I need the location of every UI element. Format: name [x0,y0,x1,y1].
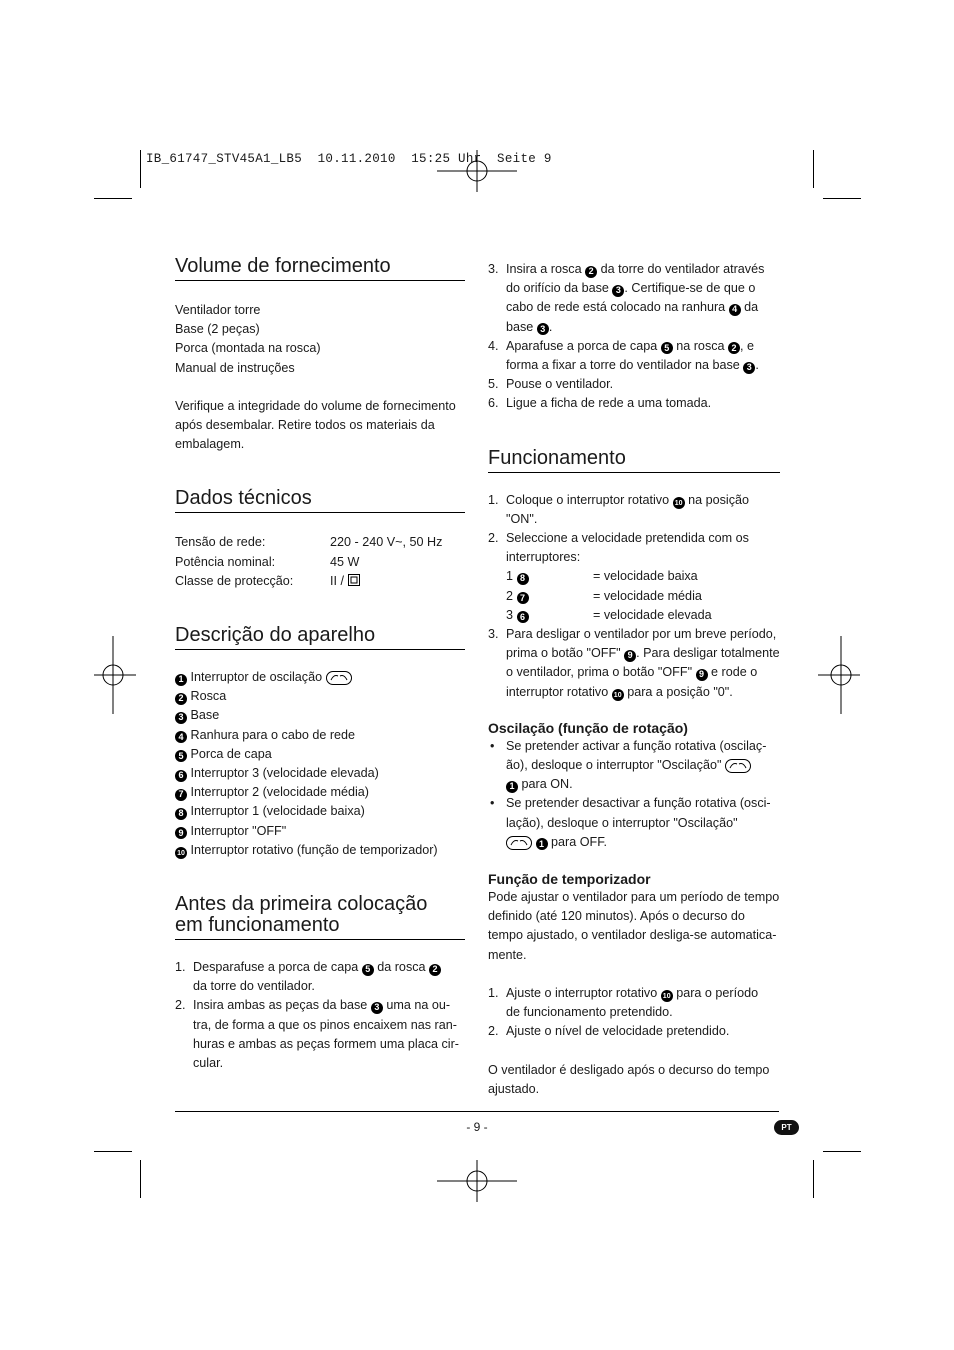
part-item: 7 Interruptor 2 (velocidade média) [175,783,465,802]
step-item: 1. Ajuste o interruptor rotativo 10 para o período de funcionamento pretendido. [488,985,759,1020]
bullet-item: • Se pretender desactivar a função rotativa (osci- lação), desloque o interruptor "Oscilação" 1 para OFF. [488,794,780,852]
oscillation-icon [725,759,751,773]
timer-outro: O ventilador é desligado após o decurso do tempo ajustado. [488,1062,770,1096]
speed-row: 3 6 = velocidade elevada [506,607,712,622]
spec-row: Classe de protecção: II / [175,572,465,591]
step-item: 5. Pouse o ventilador. [488,377,614,392]
part-item: 6 Interruptor 3 (velocidade elevada) [175,764,465,783]
operation-title: Funcionamento [488,448,780,473]
part-item: 10 Interruptor rotativo (função de temporizador) [175,841,465,860]
language-badge: PT [774,1120,799,1135]
part-item: 4 Ranhura para o cabo de rede [175,726,465,745]
bullet-item: • Se pretender activar a função rotativa (oscilaç- ão), desloque o interruptor "Oscilação" 1 para ON. [488,737,780,795]
part-item: 1 Interruptor de oscilação [175,668,465,687]
section-operation [488,448,780,702]
section-oscillation [488,719,780,852]
step-item: 3. Insira a rosca 2 da torre do ventilador através do orifício da base 3 . Certifique-se de que o cabo de rede está colocado na ranhura 4 da base 3 . [488,262,765,334]
step-item: 2. Insira ambas as peças da base 3 uma na ou- tra, de forma a que os pinos encaixem nas ran- huras e ambas as peças formem uma placa cir- cular. [175,998,459,1071]
step-item: 4. Aparafuse a porca de capa 5 na rosca 2 , e forma a fixar a torre do ventilador na base 3 . [488,338,759,373]
part-item: 9 Interruptor "OFF" [175,822,465,841]
part-item: 5 Porca de capa [175,745,465,764]
volume-note: Verifique a integridade do volume de fornecimento após desembalar. Retire todos os materiais da embalagem. [175,398,456,452]
registration-mark-top [437,150,517,192]
description-title: Descrição do aparelho [175,625,465,650]
step-item: 1. Coloque o interruptor rotativo 10 na posição "ON". [488,492,750,526]
timer-intro: Pode ajustar o ventilador para um período de tempo definido (até 120 minutos). Após o decurso do tempo ajustado, o ventilador desliga-se automatica- mente. [488,890,780,962]
protection-class-icon [348,574,360,586]
tech-title: Dados técnicos [175,488,465,513]
registration-mark-bottom [437,1160,517,1202]
volume-item: Base (2 peças) [175,322,260,337]
volume-item: Porca (montada na rosca) [175,341,321,356]
volume-item: Ventilador torre [175,303,261,317]
section-description [175,625,465,860]
oscillation-icon [326,671,352,685]
spec-row: Tensão de rede: 220 - 240 V~, 50 Hz [175,535,443,550]
footer-rule [175,1111,779,1112]
timer-title: Função de temporizador [488,871,651,888]
step-item: 3. Para desligar o ventilador por um breve período, prima o botão "OFF" 9 . Para desligar totalmente o ventilador, prima o botão "OFF" 9 e rode o interruptor rotativo 10 para a posição "0". [488,625,780,702]
part-item: 8 Interruptor 1 (velocidade baixa) [175,802,465,821]
volume-title: Volume de fornecimento [175,256,465,281]
spec-row: Potência nominal: 45 W [175,554,360,569]
step-item: 2. Ajuste o nível de velocidade pretendido. [488,1024,730,1039]
step-item: 1. Desparafuse a porca de capa 5 da rosca 2 da torre do ventilador. [175,958,465,996]
oscillation-title: Oscilação (função de rotação) [488,719,688,736]
first-use-title: Antes da primeira colocação em funcionamento [175,894,465,940]
step-item: 6. Ligue a ficha de rede a uma tomada. [488,396,712,411]
section-volume [175,256,465,454]
section-timer [488,870,780,1099]
part-item: 2 Rosca [175,687,465,706]
registration-mark-right [818,636,860,714]
step-item: 2. Seleccione a velocidade pretendida com os interruptores: [488,531,749,565]
volume-item: Manual de instruções [175,360,295,375]
speed-row: 2 7 = velocidade média [506,588,702,603]
print-header: IB_61747_STV45A1_LB5 10.11.2010 15:25 Uhr Seite 9 [146,152,552,166]
page-number: - 9 - [466,1120,488,1134]
badge-1: 1 [175,674,187,686]
oscillation-icon [506,836,532,850]
right-column [488,260,780,1099]
part-item: 3 Base [175,706,465,725]
section-tech [175,488,465,591]
speed-row: 1 8 = velocidade baixa [506,569,698,584]
registration-mark-left [94,636,136,714]
left-column [175,256,465,1073]
section-first-use [175,894,465,1073]
